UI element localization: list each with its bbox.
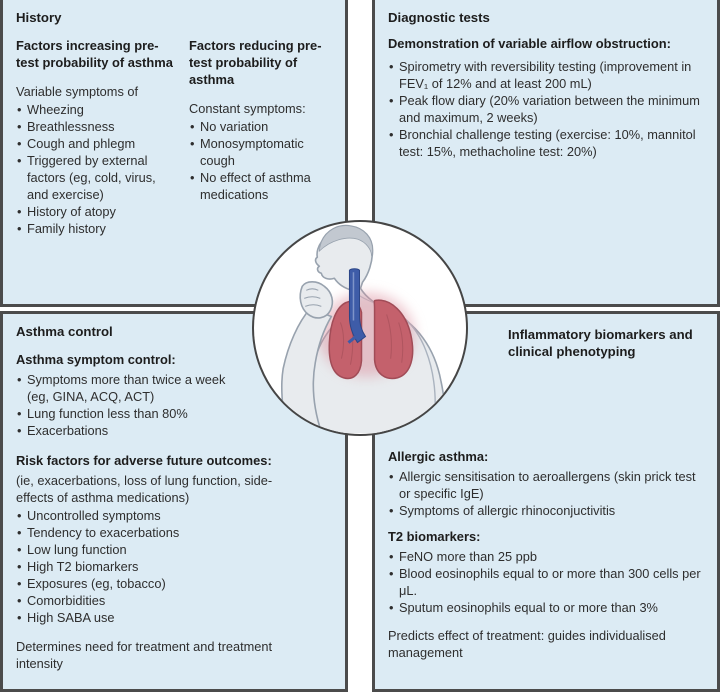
allergic-asthma-list [388,468,706,519]
bullet-item: • Spirometry with reversibility testing (improvement in FEV₁ of 12% and at least 200 mL) [388,58,706,92]
reducing-list [189,118,329,203]
control-title: Asthma control [16,324,113,339]
bullet-item: • Breathlessness [16,118,173,135]
center-illustration-circle [252,220,468,436]
bullet-item: • No variation [189,118,329,135]
bullet-item: • Comorbidities [16,592,302,609]
reducing-heading: Factors reducing pre-test probability of asthma [189,38,322,87]
bullet-item: • High SABA use [16,609,302,626]
t2-biomarkers-list [388,548,706,616]
bullet-item: • Symptoms of allergic rhinoconjuctivitis [388,502,706,519]
bullet-item: • Wheezing [16,101,173,118]
increasing-heading: Factors increasing pre-test probability of asthma [16,38,173,70]
bullet-item: • High T2 biomarkers [16,558,302,575]
bullet-item: • Peak flow diary (20% variation between the minimum and maximum, 2 weeks) [388,92,706,126]
symptom-control-heading: Asthma symptom control: [16,352,176,367]
diagnostic-list [388,58,706,160]
bullet-item: • Uncontrolled symptoms [16,507,302,524]
diagnostic-title: Diagnostic tests [388,10,490,25]
bullet-item: • Family history [16,220,173,237]
allergic-asthma-heading: Allergic asthma: [388,449,489,464]
increasing-subheading: Variable symptoms of [16,84,139,99]
bullet-item: • Monosymptomatic cough [189,135,329,169]
fist [300,282,332,318]
bullet-item: • Low lung function [16,541,302,558]
risk-factors-heading: Risk factors for adverse future outcomes: [16,453,272,468]
control-footer: Determines need for treatment and treatment intensity [16,639,273,671]
bullet-item: • Bronchial challenge testing (exercise: 10%, mannitol test: 15%, methacholine test: 20%) [388,126,706,160]
risk-factors-intro: (ie, exacerbations, loss of lung function, side-effects of asthma medications) [16,473,273,505]
symptom-control-section [16,351,231,439]
bullet-item: • Tendency to exacerbations [16,524,302,541]
bullet-item: • Blood eosinophils equal to or more than 300 cells per μL. [388,565,706,599]
bullet-item: • Exacerbations [16,422,231,439]
bullet-item: • Allergic sensitisation to aeroallergens (skin prick test or specific IgE) [388,468,706,502]
history-col-increasing [16,37,173,237]
increasing-list [16,101,173,237]
bullet-item: • Sputum eosinophils equal to or more than 3% [388,599,706,616]
coughing-person-illustration [254,222,465,433]
bullet-item: • Symptoms more than twice a week (eg, GINA, ACQ, ACT) [16,371,231,405]
t2-biomarkers-heading: T2 biomarkers: [388,529,481,544]
bullet-item: • Triggered by external factors (eg, cold, virus, and exercise) [16,152,173,203]
risk-factors-section [16,452,302,626]
bullet-item: • FeNO more than 25 ppb [388,548,706,565]
bullet-item: • Cough and phlegm [16,135,173,152]
bullet-item: • Lung function less than 80% [16,405,231,422]
reducing-subheading: Constant symptoms: [189,101,306,116]
risk-factors-list [16,507,302,626]
bullet-item: • Exposures (eg, tobacco) [16,575,302,592]
history-title: History [16,10,62,25]
t2-biomarkers-section [388,528,706,616]
history-columns [16,37,334,237]
allergic-asthma-section [388,448,706,519]
airflow-obstruction-heading: Demonstration of variable airflow obstruction: [388,36,671,51]
biomarkers-content [388,448,706,661]
bullet-item: • No effect of asthma medications [189,169,329,203]
bullet-item: • History of atopy [16,203,173,220]
biomarkers-footer: Predicts effect of treatment: guides individualised management [388,628,666,660]
biomarkers-title: Inflammatory biomarkers and clinical phenotyping [508,327,693,359]
history-col-reducing [189,37,329,237]
symptom-control-list [16,371,231,439]
